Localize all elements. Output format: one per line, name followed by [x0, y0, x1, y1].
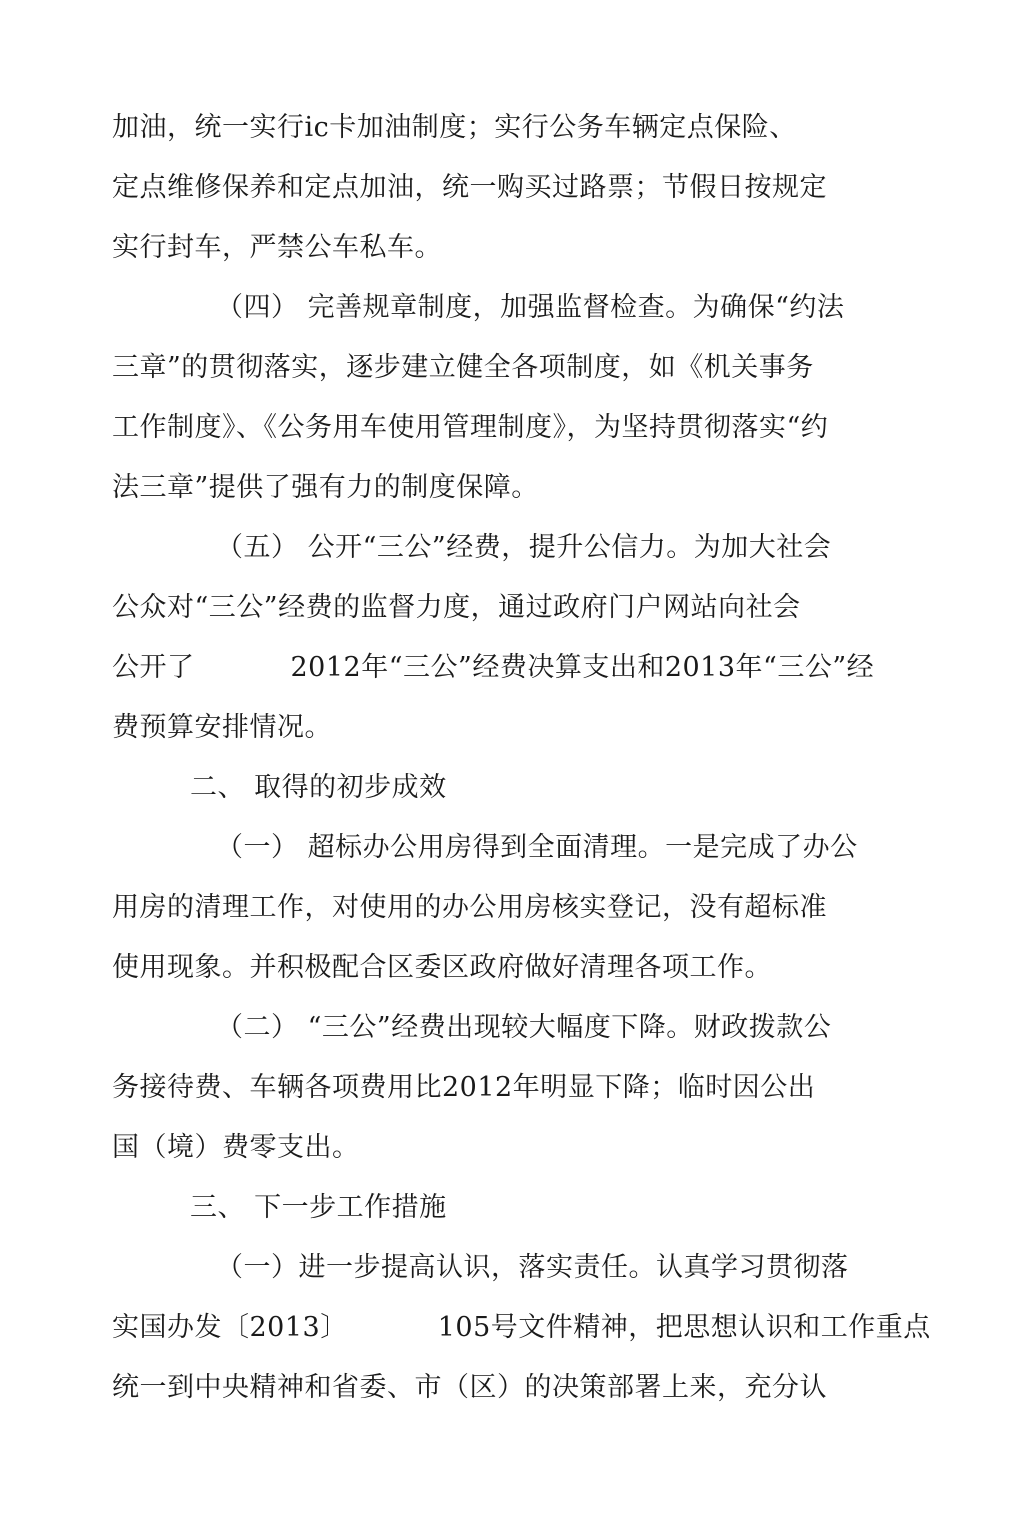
text-line: 实行封车，严禁公车私车。: [112, 232, 442, 263]
text-line: 使用现象。并积极配合区委区政府做好清理各项工作。: [112, 952, 772, 983]
section-heading: （二） “三公”经费出现较大幅度下降。财政拨款公: [216, 1012, 832, 1043]
text-line: 费预算安排情况。: [112, 712, 332, 743]
text-line: [112, 650, 874, 686]
text-fragment: 实国办发〔2013〕: [112, 1312, 348, 1343]
chapter-heading: 二、 取得的初步成效: [190, 772, 447, 803]
section-heading: （四） 完善规章制度，加强监督检查。为确保“约法: [216, 292, 845, 323]
chapter-heading: 三、 下一步工作措施: [190, 1192, 447, 1223]
text-line: 用房的清理工作，对使用的办公用房核实登记，没有超标准: [112, 892, 827, 923]
section-heading: （一） 超标办公用房得到全面清理。一是完成了办公: [216, 832, 858, 863]
text-line: 国（境）费零支出。: [112, 1132, 360, 1163]
text-line: 工作制度》、《公务用车使用管理制度》，为坚持贯彻落实“约: [112, 412, 829, 443]
section-heading: （五） 公开“三公”经费，提升公信力。为加大社会: [216, 532, 832, 563]
text-fragment: 2012年“三公”经费决算支出和2013年“三公”经: [290, 652, 875, 683]
text-fragment: 公开了: [112, 652, 195, 683]
text-line: 三章”的贯彻落实，逐步建立健全各项制度，如《机关事务: [112, 352, 814, 383]
text-line: 加油，统一实行ic卡加油制度；实行公务车辆定点保险、: [112, 112, 797, 143]
section-heading: （一）进一步提高认识，落实责任。认真学习贯彻落: [216, 1252, 849, 1283]
text-line: [112, 1310, 931, 1346]
text-line: 定点维修保养和定点加油，统一购买过路票；节假日按规定: [112, 172, 827, 203]
text-line: 公众对“三公”经费的监督力度，通过政府门户网站向社会: [112, 592, 801, 623]
text-fragment: 105号文件精神，把思想认识和工作重点: [437, 1312, 931, 1343]
text-line: 法三章”提供了强有力的制度保障。: [112, 472, 539, 503]
text-line: 统一到中央精神和省委、市（区）的决策部署上来，充分认: [112, 1372, 827, 1403]
text-line: 务接待费、车辆各项费用比2012年明显下降；临时因公出: [112, 1072, 816, 1103]
